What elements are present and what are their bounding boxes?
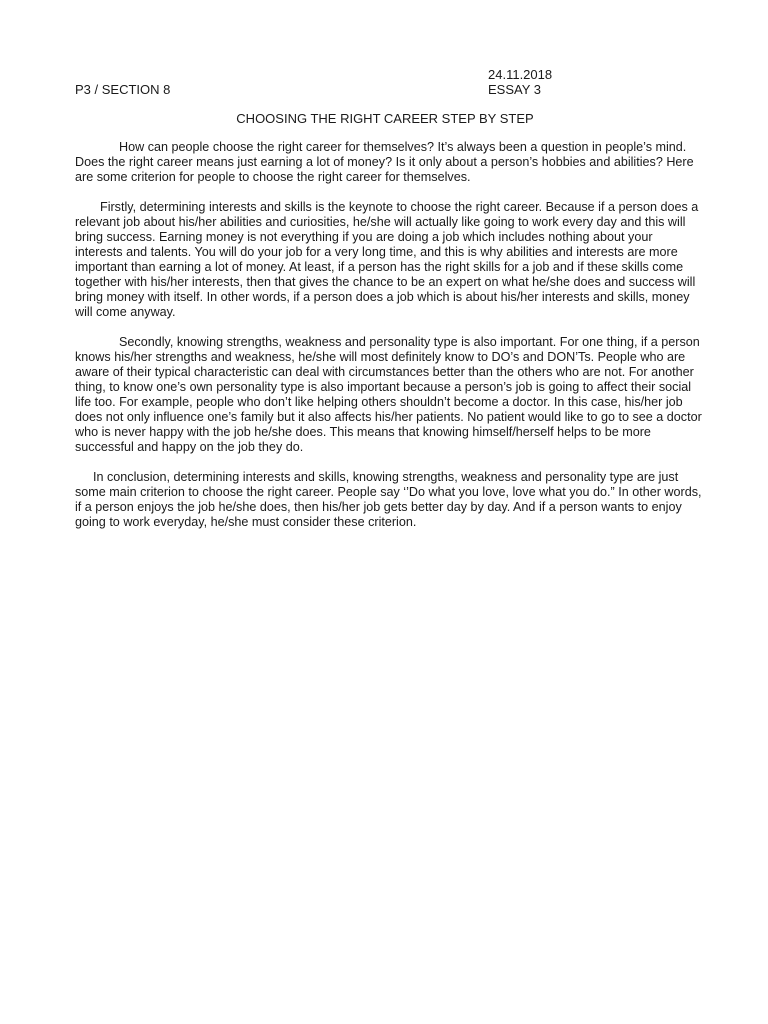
essay-title: CHOOSING THE RIGHT CAREER STEP BY STEP — [236, 111, 534, 126]
paragraph-conclusion: In conclusion, determining interests and skills, knowing strengths, weakness and personality type are just some main criterion to choose the right career. People say ‘’Do what you love, love what you do.” In other words, if a person enjoys the job he/she does, then his/her job gets better day by day. And if a person wants to enjoy going to work everyday, he/she must consider these criterion. — [75, 470, 702, 529]
paragraph-secondly: Secondly, knowing strengths, weakness and personality type is also important. For one thing, if a person knows his/her strengths and weakness, he/she will most definitely know to DO’s and DON’Ts. People who are aware of their typical characteristic can deal with circumstances better than the others who are not. For another thing, to know one’s own personality type is also important because a person’s job is going to affect their social life too. For example, people who don’t like helping others shouldn’t become a doctor. In this case, his/her job does not only influence one’s family but it also affects his/her patients. No patient would like to go to see a doctor who is never happy with the job he/she does. This means that knowing himself/herself helps to be more successful and happy on the job they do. — [75, 335, 702, 454]
paragraph-firstly: Firstly, determining interests and skills is the keynote to choose the right career. Because if a person does a relevant job about his/her abilities and curiosities, he/she will actually like going to work every day and this will bring success. Earning money is not everything if you are doing a job which includes nothing about your interests and talents. You will do your job for a very long time, and this is why abilities and interests are more important than earning a lot of money. At least, if a person has the right skills for a job and if these skills come together with his/her interests, then that gives the chance to be an expert on what he/she does and success will bring money with itself. In other words, if a person does a job which is about his/her interests and skills, money will come anyway. — [75, 200, 699, 319]
paragraph-intro: How can people choose the right career for themselves? It’s always been a question in people’s mind. Does the right career means just earning a lot of money? Is it only about a person’s hobbies and abilities? Here are some criterion for people to choose the right career for themselves. — [75, 140, 694, 184]
essay-date: 24.11.2018 — [488, 67, 553, 82]
section-label: P3 / SECTION 8 — [75, 82, 171, 97]
essay-number: ESSAY 3 — [488, 82, 541, 97]
essay-body — [75, 140, 703, 545]
